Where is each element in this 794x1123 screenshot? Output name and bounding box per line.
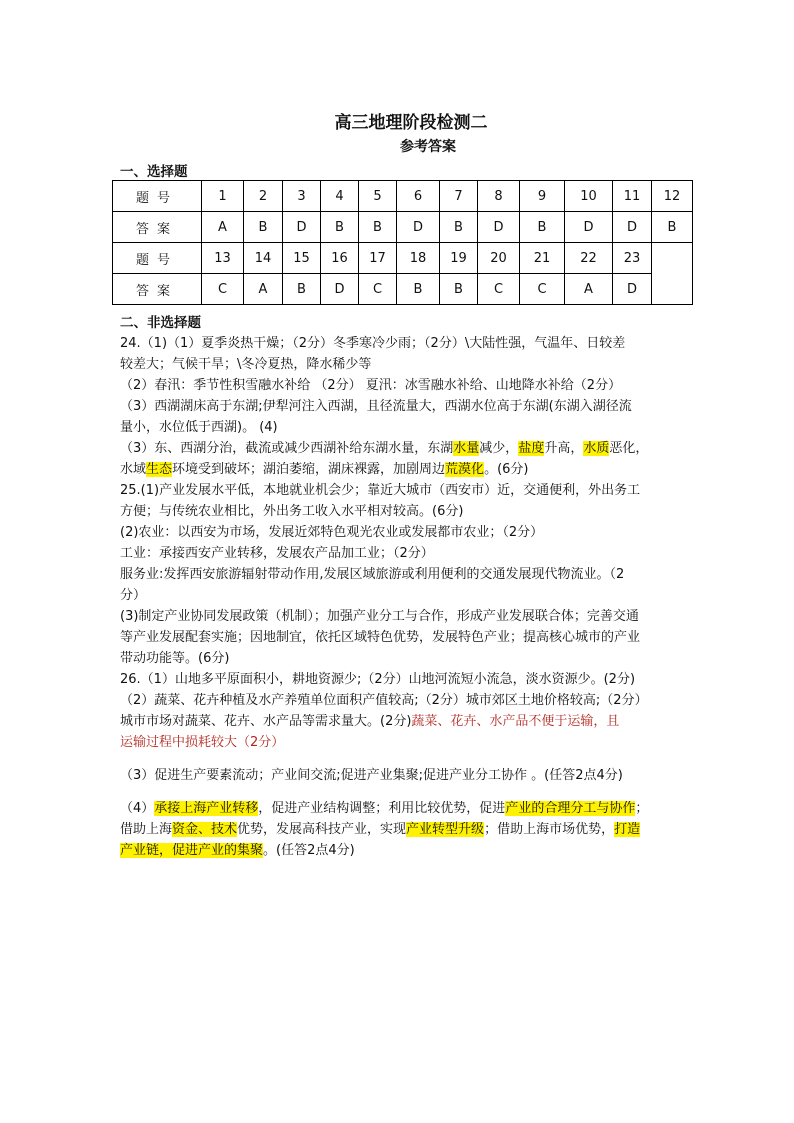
text: （3）东、西湖分治，截流或减少西湖补给东湖水量，东湖 — [120, 441, 454, 456]
table-cell: D — [283, 212, 321, 243]
table-cell: D — [613, 274, 652, 305]
highlight: 荒漠化 — [445, 462, 485, 477]
answer-line: (3)制定产业协同发展政策（机制）；加强产业分工与合作，形成产业发展联合体；完善交通 — [120, 609, 639, 624]
table-cell: D — [397, 212, 440, 243]
table-cell: 14 — [244, 243, 283, 274]
page-title: 高三地理阶段检测二 — [334, 113, 488, 133]
table-cell: B — [397, 274, 440, 305]
table-cell: B — [244, 212, 283, 243]
highlight: 盐度 — [518, 441, 545, 456]
table-cell: B — [283, 274, 321, 305]
table-cell: 20 — [478, 243, 520, 274]
table-cell: B — [440, 212, 478, 243]
table-cell: D — [565, 212, 613, 243]
answer-line: 带动功能等。(6分) — [120, 651, 230, 666]
table-cell: 18 — [397, 243, 440, 274]
table-cell: B — [321, 212, 359, 243]
table-row — [113, 212, 693, 243]
text: 。(任答2点4分) — [263, 843, 355, 858]
answer-line: 运输过程中损耗较大（2分） — [120, 735, 285, 750]
highlight: 承接上海产业转移 — [154, 801, 259, 816]
table-header-number: 题号 — [113, 243, 202, 274]
text: 借助上海 — [120, 822, 173, 837]
table-cell: 17 — [359, 243, 397, 274]
answer-line: 分） — [120, 588, 147, 603]
text: ；借助上海市场优势， — [484, 822, 615, 837]
answer-line — [120, 438, 682, 459]
answer-line — [120, 798, 682, 819]
table-cell: 21 — [520, 243, 565, 274]
table-cell: 4 — [321, 181, 359, 212]
text: 优势，发展高科技产业，实现 — [237, 822, 407, 837]
highlight: 生态 — [146, 462, 173, 477]
table-cell: A — [244, 274, 283, 305]
table-cell: C — [359, 274, 397, 305]
text: ，促进产业结构调整；利用比较优势，促进 — [258, 801, 506, 816]
answer-line — [120, 711, 682, 732]
answer-body — [120, 333, 682, 861]
table-cell: 13 — [202, 243, 244, 274]
table-cell: 5 — [359, 181, 397, 212]
table-row — [113, 274, 693, 305]
text: 升高， — [544, 441, 584, 456]
table-cell: 7 — [440, 181, 478, 212]
page-subtitle: 参考答案 — [400, 139, 456, 155]
answer-line — [120, 819, 682, 840]
table-cell: B — [652, 212, 693, 243]
answer-line: 服务业:发挥西安旅游辐射带动作用,发展区域旅游或利用便利的交通发展现代物流业。（2 — [120, 567, 625, 582]
table-cell: D — [478, 212, 520, 243]
table-cell: A — [565, 274, 613, 305]
answer-line: 方便；与传统农业相比，外出务工收入水平相对较高。(6分) — [120, 504, 464, 519]
table-cell: 11 — [613, 181, 652, 212]
table-cell: 15 — [283, 243, 321, 274]
text: 环境受到破坏；湖泊萎缩，湖床裸露，加剧周边 — [172, 462, 446, 477]
highlight: 产业转型升级 — [406, 822, 485, 837]
spacer — [120, 786, 682, 798]
table-cell: 22 — [565, 243, 613, 274]
answer-line: 25.(1)产业发展水平低，本地就业机会少；靠近大城市（西安市）近，交通便利，外出务工 — [120, 483, 641, 498]
table-cell: 1 — [202, 181, 244, 212]
highlight: 产业链，促进产业的集聚 — [120, 843, 264, 858]
section-heading-nonchoice: 二、非选择题 — [120, 315, 201, 331]
answer-line: 量小，水位低于西湖)。 (4) — [120, 420, 278, 435]
answer-line: 26.（1）山地多平原面积小，耕地资源少;（2分）山地河流短小流急，淡水资源少。(2分) — [120, 672, 636, 687]
table-cell: B — [359, 212, 397, 243]
table-cell-empty — [652, 243, 693, 305]
table-header-number: 题号 — [113, 181, 202, 212]
table-cell: 10 — [565, 181, 613, 212]
table-cell: 2 — [244, 181, 283, 212]
red-text: 蔬菜、花卉、水产品不便于运输，且 — [411, 714, 620, 729]
answer-line: (2)农业：以西安为市场，发展近郊特色观光农业或发展都市农业；（2分） — [120, 525, 544, 540]
highlight: 资金、技术 — [172, 822, 238, 837]
table-cell: C — [520, 274, 565, 305]
answer-line: 工业：承接西安产业转移，发展农产品加工业；（2分） — [120, 546, 434, 561]
text: 恶化， — [609, 441, 649, 456]
table-cell: 3 — [283, 181, 321, 212]
table-cell: 8 — [478, 181, 520, 212]
table-cell: A — [202, 212, 244, 243]
answer-line: （2）蔬菜、花卉种植及水产养殖单位面积产值较高;（2分）城市郊区土地价格较高;（2分） — [120, 693, 648, 708]
table-cell: 9 — [520, 181, 565, 212]
answer-table — [112, 180, 693, 305]
answer-line — [120, 459, 682, 480]
table-cell: 23 — [613, 243, 652, 274]
highlight: 产业的合理分工与协作 — [505, 801, 636, 816]
table-cell: B — [520, 212, 565, 243]
table-row — [113, 181, 693, 212]
table-row — [113, 243, 693, 274]
table-cell: 12 — [652, 181, 693, 212]
table-cell: D — [613, 212, 652, 243]
answer-line — [120, 840, 682, 861]
answer-line: （3）促进生产要素流动；产业间交流;促进产业集聚;促进产业分工协作 。(任答2点4分) — [120, 768, 623, 783]
table-cell: D — [321, 274, 359, 305]
table-cell: C — [202, 274, 244, 305]
answer-line: （2）春汛：季节性积雪融水补给 （2分） 夏汛：冰雪融水补给、山地降水补给（2分） — [120, 378, 622, 393]
answer-line: 较差大；气候干旱；\冬冷夏热，降水稀少等 — [120, 357, 372, 372]
highlight: 水量 — [453, 441, 480, 456]
text: 减少， — [479, 441, 519, 456]
spacer — [120, 753, 682, 765]
text: （4） — [120, 801, 155, 816]
answer-line: 等产业发展配套实施；因地制宜，依托区域特色优势，发展特色产业；提高核心城市的产业 — [120, 630, 641, 645]
table-header-answer: 答案 — [113, 274, 202, 305]
table-cell: C — [478, 274, 520, 305]
text: 水域 — [120, 462, 147, 477]
answer-line: 24.（1)（1）夏季炎热干燥；（2分）冬季寒冷少雨；（2分）\大陆性强，气温年、日较差 — [120, 336, 626, 351]
text: 。(6分) — [484, 462, 529, 477]
answer-line: （3）西湖湖床高于东湖;伊犁河注入西湖，且径流量大，西湖水位高于东湖(东湖入湖径流 — [120, 399, 632, 414]
table-cell: 6 — [397, 181, 440, 212]
table-cell: B — [440, 274, 478, 305]
table-cell: 16 — [321, 243, 359, 274]
table-header-answer: 答案 — [113, 212, 202, 243]
text: ； — [635, 801, 649, 816]
text: 城市市场对蔬菜、花卉、水产品等需求量大。(2分) — [120, 714, 412, 729]
highlight: 打造 — [614, 822, 641, 837]
table-cell: 19 — [440, 243, 478, 274]
highlight: 水质 — [583, 441, 610, 456]
section-heading-choice: 一、选择题 — [120, 164, 188, 180]
